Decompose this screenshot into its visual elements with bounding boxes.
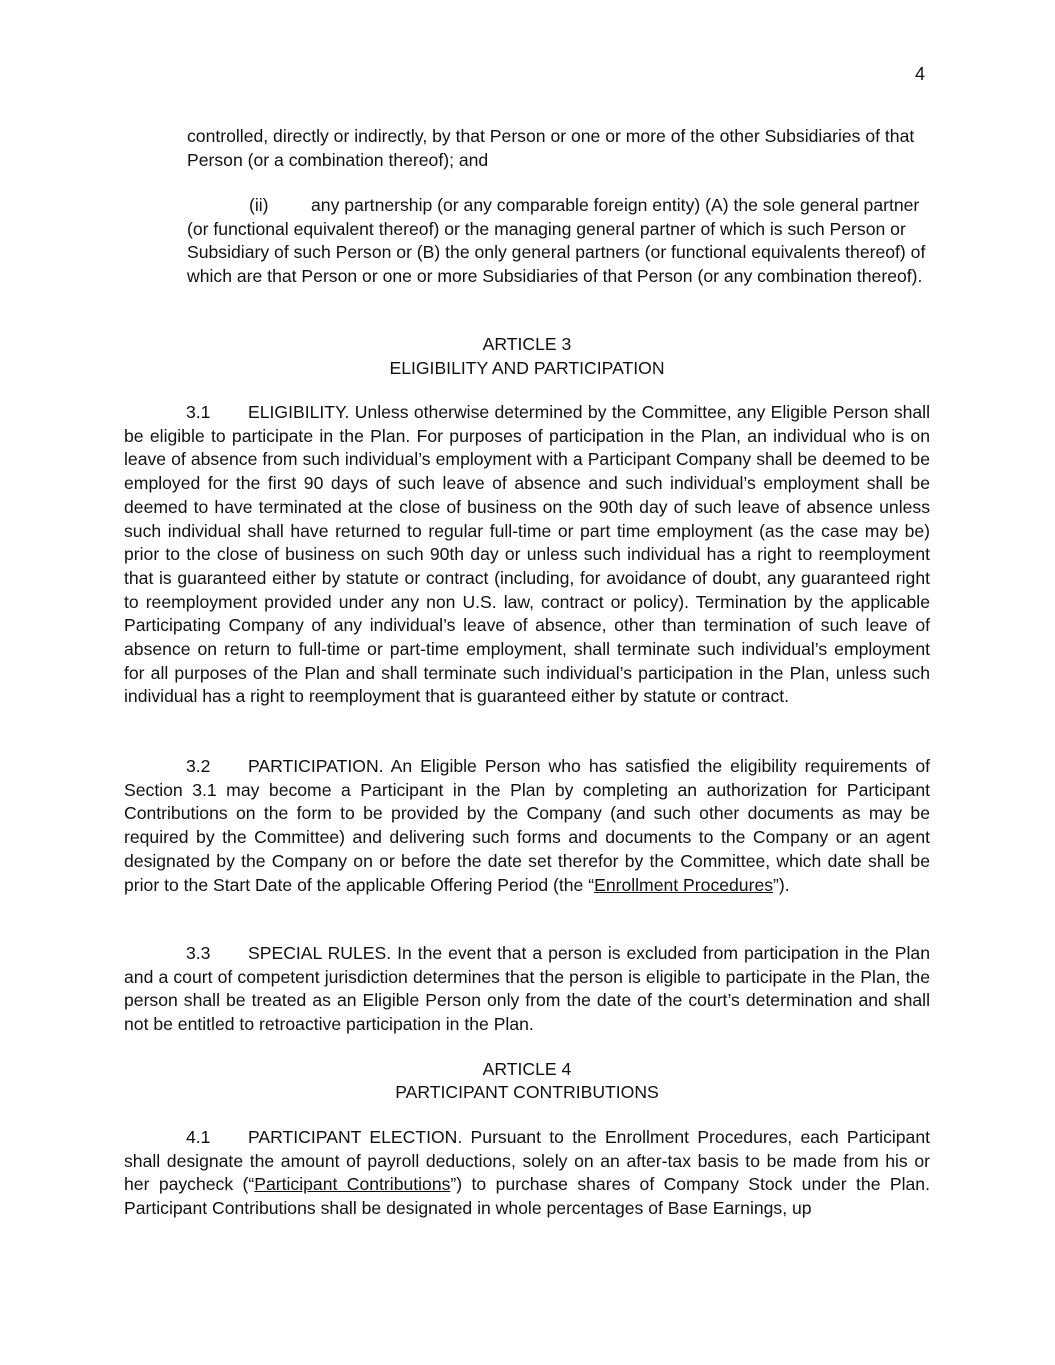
section-4-1	[124, 1126, 930, 1221]
section-number: 4.1	[186, 1127, 211, 1147]
definition-continuation: controlled, directly or indirectly, by that Person or one or more of the other Subsidiaries of that Person (or a combination thereof); and	[187, 126, 915, 170]
section-text: In the event that a person is excluded from participation in the Plan and a court of competent jurisdiction determines that the person is eligible to participate in the Plan, the person shall be treated as an Eligible Person only from the date of the court’s determination and shall not be entitled to retroactive participation in the Plan.	[124, 943, 930, 1035]
section-number: 3.1	[186, 402, 211, 422]
quote-open: “	[588, 874, 595, 895]
section-3-3	[124, 942, 930, 1037]
definition-clause-ii	[187, 194, 930, 289]
defined-term-enrollment-procedures: Enrollment Procedures	[594, 874, 774, 895]
section-heading: SPECIAL RULES.	[248, 943, 392, 963]
page-number: 4	[915, 64, 926, 84]
quote-close: ”).	[773, 874, 790, 895]
section-number: 3.3	[186, 943, 211, 963]
section-heading: PARTICIPATION.	[248, 756, 384, 776]
section-3-2	[124, 755, 930, 897]
article-4-number: ARTICLE 4	[482, 1059, 572, 1079]
clause-text: any partnership (or any comparable foreign entity) (A) the sole general partner (or functional equivalent thereof) or the managing general partner of which is such Person or Subsidiary of such Person or (B) the only general partners (or functional equivalents thereof) of which are that Person or one or more Subsidiaries of that Person (or any combination thereof).	[187, 195, 926, 287]
clause-label: (ii)	[249, 195, 269, 215]
article-3-title: ELIGIBILITY AND PARTICIPATION	[389, 358, 665, 378]
section-number: 3.2	[186, 756, 211, 776]
section-3-1	[124, 401, 930, 709]
section-heading: ELIGIBILITY.	[248, 402, 350, 422]
section-heading: PARTICIPANT ELECTION.	[248, 1127, 463, 1147]
section-text: Unless otherwise determined by the Committee, any Eligible Person shall be eligible to participate in the Plan. For purposes of participation in the Plan, an individual who is on leave of absence from such individual’s employment with a Participant Company shall be deemed to be employed for the first 90 days of such leave of absence and such individual’s employment shall be deemed to have terminated at the close of business on the 90th day of such leave of absence unless such individual shall have returned to regular full-time or part time employment (as the case may be) prior to the close of business on such 90th day or unless such individual has a right to reemployment that is guaranteed either by statute or contract (including, for avoidance of doubt, any guaranteed right to reemployment provided under any non U.S. law, contract or policy). Termination by the applicable Participating Company of any individual’s leave of absence, other than termination of such leave of absence on return to full-time or part-time employment, shall terminate such individual’s employment for all purposes of the Plan and shall terminate such individual’s participation in the Plan, unless such individual has a right to reemployment that is guaranteed either by statute or contract.	[124, 402, 931, 707]
article-4-title: PARTICIPANT CONTRIBUTIONS	[395, 1082, 659, 1102]
section-text-after: ”) to purchase shares of Company Stock under the Plan. Participant Contributions shall be designated in whole percentages of Base Earnings, up	[124, 1174, 930, 1219]
section-text-before: Pursuant to the Enrollment Procedures, each Participant shall designate the amount of payroll deductions, solely on an after-tax basis to be made from his or her paycheck (“	[124, 1127, 931, 1195]
article-3-number: ARTICLE 3	[482, 334, 572, 354]
section-text: An Eligible Person who has satisfied the eligibility requirements of Section 3.1 may become a Participant in the Plan by completing an authorization for Participant Contributions on the form to be provided by the Company (and such other documents as may be required by the Committee) and delivering such forms and documents to the Company or an agent designated by the Company on or before the date set therefor by the Committee, which date shall be prior to the Start Date of the applicable Offering Period (the	[124, 756, 931, 895]
defined-term-participant-contributions: Participant Contributions	[254, 1174, 451, 1195]
